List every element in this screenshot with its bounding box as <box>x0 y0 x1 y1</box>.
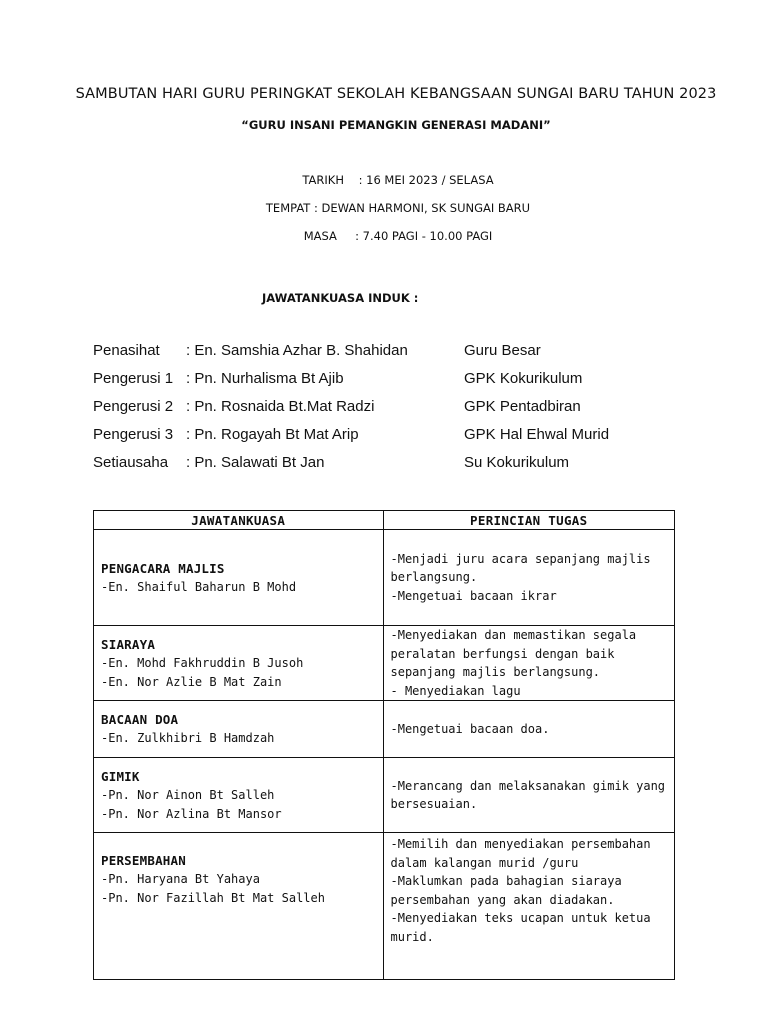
table-row <box>94 833 675 980</box>
committee-duties-table <box>93 510 675 980</box>
officer-name: : En. Samshia Azhar B. Shahidan <box>186 342 408 359</box>
duty-line: -Mengetuai bacaan ikrar <box>390 588 557 603</box>
table-header-row <box>94 511 675 530</box>
committee-member: -Pn. Nor Azlina Bt Mansor <box>101 806 282 821</box>
committee-member: -En. Nor Azlie B Mat Zain <box>101 674 282 689</box>
duty-line: -Menyediakan teks ucapan untuk ketua <box>390 911 651 925</box>
duties-cell <box>383 701 675 758</box>
committee-name: GIMIK <box>101 769 140 784</box>
duties-cell <box>383 833 675 980</box>
column-header-duties: PERINCIAN TUGAS <box>383 511 675 530</box>
committee-member: -Pn. Haryana Bt Yahaya <box>101 872 260 886</box>
event-theme: “GURU INSANI PEMANGKIN GENERASI MADANI” <box>241 118 551 132</box>
committee-member: -En. Zulkhibri B Hamdzah <box>101 731 275 746</box>
column-header-committee: JAWATANKUASA <box>94 511 384 530</box>
event-time: MASA : 7.40 PAGI - 10.00 PAGI <box>303 229 493 243</box>
officer-name: : Pn. Rogayah Bt Mat Arip <box>186 426 359 443</box>
committee-cell <box>94 701 384 758</box>
committee-cell <box>94 626 384 701</box>
event-venue: TEMPAT : DEWAN HARMONI, SK SUNGAI BARU <box>265 201 531 215</box>
officer-post: Guru Besar <box>464 342 541 359</box>
committee-cell <box>94 530 384 626</box>
table-row <box>94 530 675 626</box>
table-row <box>94 758 675 833</box>
duty-line: -Menjadi juru acara sepanjang majlis <box>390 551 651 566</box>
committee-member: -Pn. Nor Fazillah Bt Mat Salleh <box>101 890 325 905</box>
officer-role: Penasihat <box>93 342 160 359</box>
officer-role: Setiausaha <box>93 454 169 471</box>
committee-name: BACAAN DOA <box>101 712 179 728</box>
duty-line: murid. <box>390 929 434 944</box>
duty-line: bersesuaian. <box>390 797 478 811</box>
main-committee-heading: JAWATANKUASA INDUK : <box>262 291 419 305</box>
document-title: SAMBUTAN HARI GURU PERINGKAT SEKOLAH KEBANGSAAN SUNGAI BARU TAHUN 2023 <box>75 86 717 102</box>
duty-line: sepanjang majlis berlangsung. <box>390 665 601 679</box>
duty-line: dalam kalangan murid /guru <box>390 855 579 870</box>
duties-cell <box>383 758 675 833</box>
officer-post: GPK Pentadbiran <box>464 398 581 415</box>
event-date: TARIKH : 16 MEI 2023 / SELASA <box>302 173 494 187</box>
committee-member: -En. Shaiful Baharun B Mohd <box>101 579 297 594</box>
duty-line: -Menyediakan dan memastikan segala <box>390 628 637 642</box>
committee-cell <box>94 758 384 833</box>
officer-role: Pengerusi 1 <box>93 370 174 387</box>
officer-name: : Pn. Nurhalisma Bt Ajib <box>186 370 344 387</box>
officer-post: Su Kokurikulum <box>464 454 570 471</box>
duties-cell <box>383 530 675 626</box>
officer-post: GPK Hal Ehwal Murid <box>464 426 610 443</box>
duty-line: peralatan berfungsi dengan baik <box>390 646 615 661</box>
committee-cell <box>94 833 384 980</box>
officer-role: Pengerusi 3 <box>93 426 174 443</box>
committee-name: SIARAYA <box>101 637 156 652</box>
committee-name: PERSEMBAHAN <box>101 853 186 868</box>
officer-role: Pengerusi 2 <box>93 398 174 415</box>
duty-line: -Maklumkan pada bahagian siaraya <box>390 874 622 888</box>
duty-line: -Merancang dan melaksanakan gimik yang <box>390 778 666 793</box>
duty-line: -Memilih dan menyediakan persembahan <box>390 837 651 851</box>
duty-line: berlangsung. <box>390 570 478 585</box>
table-row <box>94 701 675 758</box>
duty-line: -Mengetuai bacaan doa. <box>390 721 550 736</box>
duty-line: - Menyediakan lagu <box>390 683 521 698</box>
committee-member: -En. Mohd Fakhruddin B Jusoh <box>101 656 304 670</box>
officer-name: : Pn. Salawati Bt Jan <box>186 454 325 471</box>
officer-post: GPK Kokurikulum <box>464 370 583 387</box>
officer-name: : Pn. Rosnaida Bt.Mat Radzi <box>186 398 375 415</box>
committee-name: PENGACARA MAJLIS <box>101 560 225 576</box>
committee-member: -Pn. Nor Ainon Bt Salleh <box>101 788 275 802</box>
table-row <box>94 626 675 701</box>
duty-line: persembahan yang akan diadakan. <box>390 892 615 907</box>
duties-cell <box>383 626 675 701</box>
